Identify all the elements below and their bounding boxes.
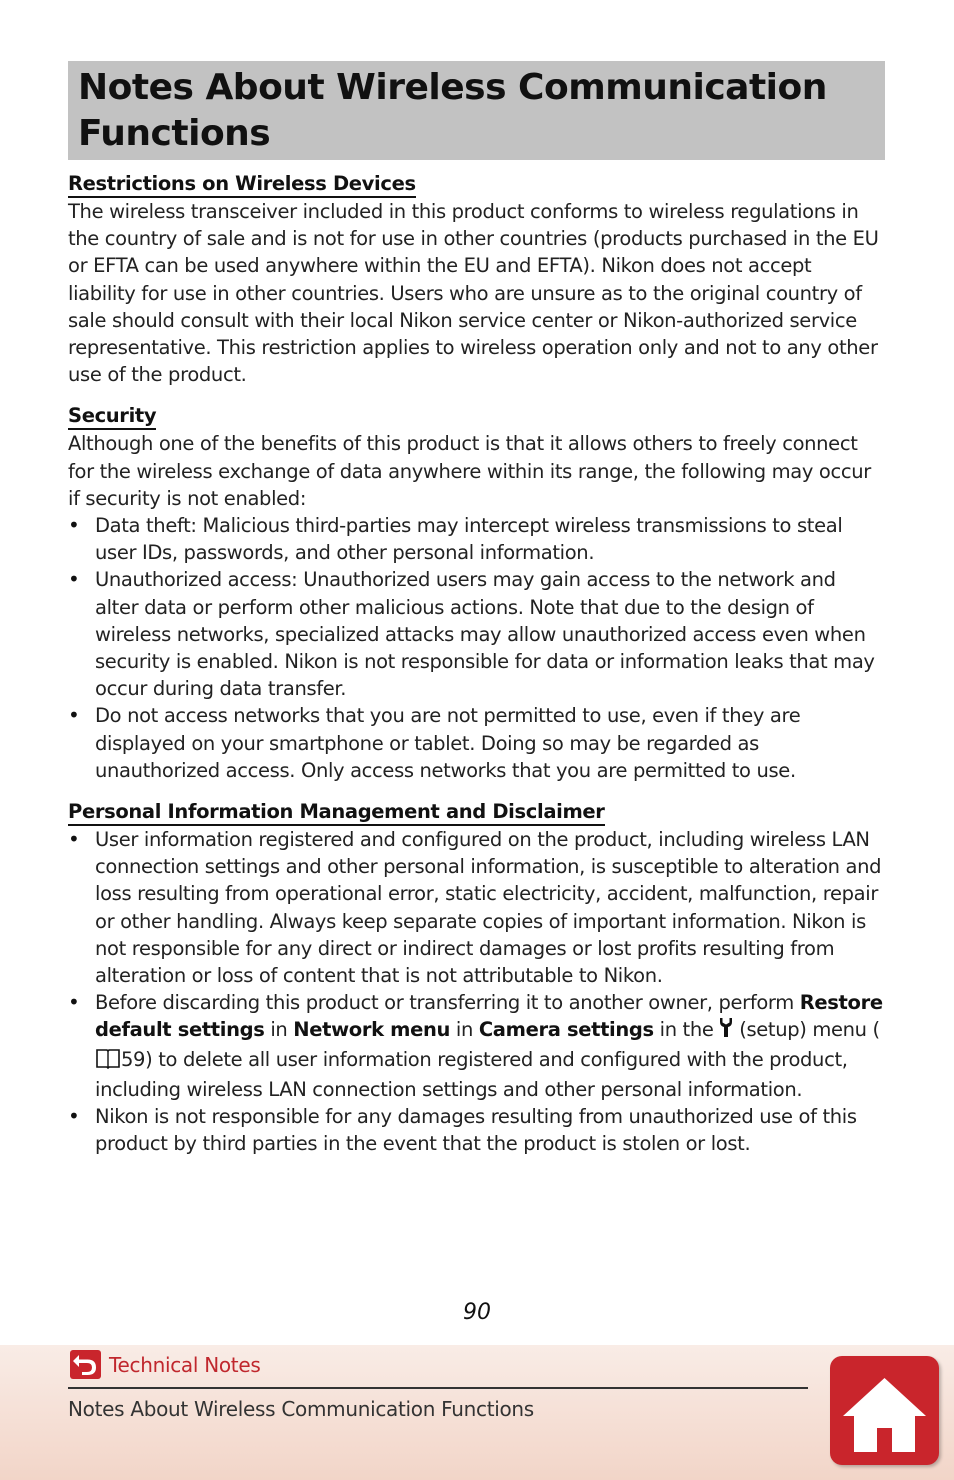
list-item: • Do not access networks that you are not permitted to use, even if they are displayed on your smartphone or tablet. Doing so may be regarded as unauthorized access. Only access networks that you are permitted to use.: [68, 702, 884, 784]
section-heading-security: Security: [68, 403, 156, 430]
section-security: [68, 402, 884, 784]
security-intro: Although one of the benefits of this product is that it allows others to freely connect for the wireless exchange of data anywhere within its range, the following may occur if security is not enabled:: [68, 432, 871, 510]
title-banner: [68, 61, 885, 160]
personal-bullet-list: [68, 826, 884, 1157]
section-heading-personal-info: Personal Information Management and Disclaimer: [68, 799, 605, 826]
security-bullet-list: [68, 512, 884, 784]
footer-divider: [68, 1387, 808, 1389]
page-title-line1: Notes About Wireless Communication: [78, 67, 827, 108]
bullet2-text-4: in the: [653, 1018, 720, 1042]
technical-notes-label[interactable]: Technical Notes: [109, 1352, 261, 1377]
footer-section-title: Notes About Wireless Communication Functions: [68, 1397, 534, 1421]
list-item: [68, 989, 884, 1103]
section-heading-restrictions: Restrictions on Wireless Devices: [68, 171, 416, 198]
footer: [0, 1345, 954, 1480]
restrictions-text: The wireless transceiver included in this product conforms to wireless regulations in the country of sale and is not for use in other countries (products purchased in the EU or EFTA can be used anywhere within the EU and EFTA). Nikon does not accept liability for use in other countries. Users who are unsure as to the original country of sale should consult with their local Nikon service center or Nikon-authorized service representative. This restriction applies to wireless operation only and not to any other use of the product.: [68, 200, 879, 387]
technical-notes-link[interactable]: [70, 1350, 260, 1379]
network-menu-label: Network menu: [293, 1018, 451, 1042]
page-number: 90: [463, 1300, 491, 1325]
bullet2-text-1: Before discarding this product or transferring it to another owner, perform: [95, 991, 800, 1015]
bullet2-text-5: (setup) menu (: [733, 1018, 880, 1042]
home-button[interactable]: [830, 1356, 939, 1465]
list-item: • Unauthorized access: Unauthorized users may gain access to the network and alter data or perform other malicious actions. Note that due to the design of wireless networks, specialized attacks may allow unauthorized access even when security is enabled. Nikon is not responsible for data or information leaks that may occur during data transfer.: [68, 566, 884, 702]
section-personal-info: [68, 798, 884, 1157]
bullet2-text-6: ) to delete all user information registered and configured with the product, including wireless LAN connection settings and other personal information.: [95, 1047, 848, 1101]
camera-settings-label: Camera settings: [478, 1018, 654, 1042]
page-reference[interactable]: 59: [121, 1047, 146, 1071]
bullet2-text-3: in: [450, 1018, 479, 1042]
restore-default-settings-label: Restore default settings: [95, 991, 883, 1042]
home-icon: [830, 1356, 939, 1465]
list-item: • Nikon is not responsible for any damages resulting from unauthorized use of this product by third parties in the event that the product is stolen or lost.: [68, 1103, 884, 1157]
wrench-icon: [719, 1017, 733, 1045]
book-reference-icon: [95, 1047, 121, 1076]
back-arrow-icon: [70, 1350, 101, 1379]
main-content: [68, 170, 884, 1168]
list-item: • Data theft: Malicious third-parties may intercept wireless transmissions to steal user IDs, passwords, and other personal information.: [68, 512, 884, 566]
page-title-line2: Functions: [78, 113, 271, 154]
bullet2-text-2: in: [264, 1018, 294, 1042]
section-restrictions: [68, 170, 884, 388]
page-title: [78, 65, 875, 157]
list-item: • User information registered and configured on the product, including wireless LAN connection settings and other personal information, is susceptible to alteration and loss resulting from operational error, static electricity, accident, malfunction, repair or other handling. Always keep separate copies of important information. Nikon is not responsible for any direct or indirect damages or lost profits resulting from alteration or loss of content that is not attributable to Nikon.: [68, 826, 884, 989]
